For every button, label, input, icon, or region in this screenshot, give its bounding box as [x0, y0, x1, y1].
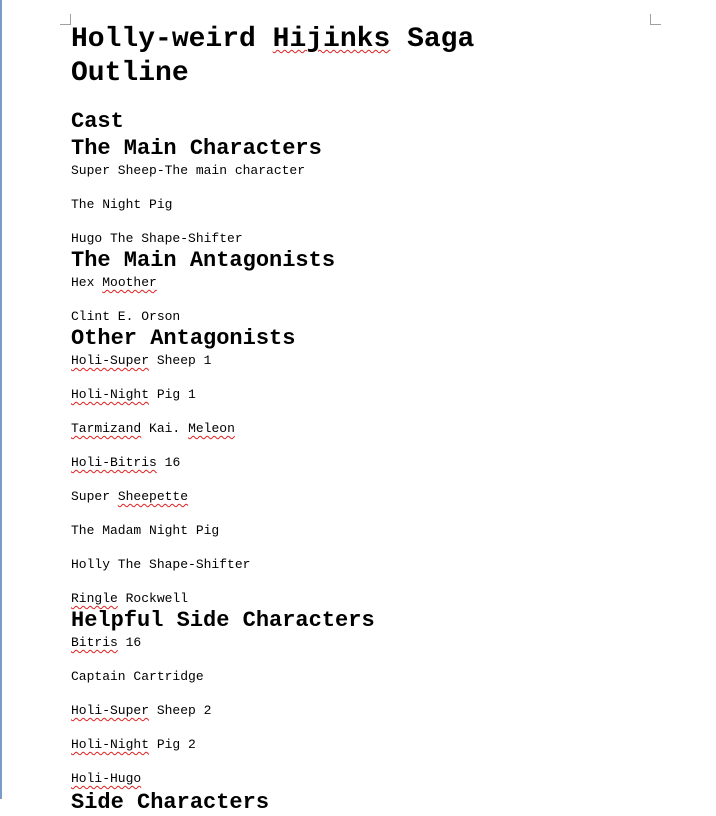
misspelled-word[interactable]: Moother [102, 275, 157, 290]
list-item [71, 770, 671, 787]
side-characters-heading-partial: Side Characters [71, 790, 270, 815]
misspelled-word[interactable]: Meleon [188, 421, 235, 436]
other-antagonists-heading: Other Antagonists [71, 326, 296, 351]
misspelled-word[interactable]: Ringle [71, 591, 118, 606]
list-item: Holi-Super Sheep 2 [71, 703, 212, 718]
misspelled-word[interactable]: Bitris [71, 635, 118, 650]
list-item: The Night Pig [71, 197, 173, 212]
misspelled-word[interactable]: Sheepette [117, 489, 189, 504]
list-item: Holi-Night Pig 1 [71, 387, 196, 402]
title-word-holly-weird: Holly-weird Hijinks Saga [71, 24, 475, 55]
list-item: Tarmizand Kai. Meleon [71, 421, 235, 436]
misspelled-word[interactable]: Holi-Super [71, 353, 150, 368]
title-line-2: Outline [71, 58, 189, 89]
list-item: Bitris 16 [71, 635, 142, 650]
misspelled-word[interactable]: Holi-Bitris [71, 455, 157, 470]
list-item: Hugo The Shape-Shifter [71, 231, 243, 246]
top-left-margin-mark [60, 14, 71, 25]
misspelled-word[interactable]: Tarmizand [71, 421, 142, 436]
document-title [71, 23, 671, 91]
list-item: Holi-Night Pig 2 [71, 737, 196, 752]
list-item: Hex Moother [71, 275, 157, 290]
misspelled-word[interactable]: Holi-Night [71, 737, 150, 752]
list-item: Holi-Super Sheep 1 [71, 353, 212, 368]
misspelled-word[interactable]: Holi-Hugo [71, 771, 142, 786]
list-item: Ringle Rockwell [71, 591, 189, 606]
list-item: Holly The Shape-Shifter [71, 557, 251, 572]
document-page[interactable] [71, 23, 671, 787]
page-left-border [0, 0, 2, 799]
misspelled-word[interactable]: Holi-Night [71, 387, 150, 402]
list-item: The Madam Night Pig [71, 523, 220, 538]
misspelled-word[interactable]: Hijinks [272, 24, 391, 55]
list-item: Clint E. Orson [71, 309, 181, 324]
list-item: Captain Cartridge [71, 669, 204, 684]
list-item: Super Sheepette [71, 489, 189, 504]
list-item: Super Sheep-The main character [71, 163, 306, 178]
list-item: Holi-Bitris 16 [71, 455, 181, 470]
cast-heading: Cast [71, 109, 124, 134]
main-antagonists-heading: The Main Antagonists [71, 248, 336, 273]
helpful-side-characters-heading: Helpful Side Characters [71, 608, 375, 633]
misspelled-word[interactable]: Holi-Super [71, 703, 150, 718]
main-characters-heading: The Main Characters [71, 136, 322, 161]
